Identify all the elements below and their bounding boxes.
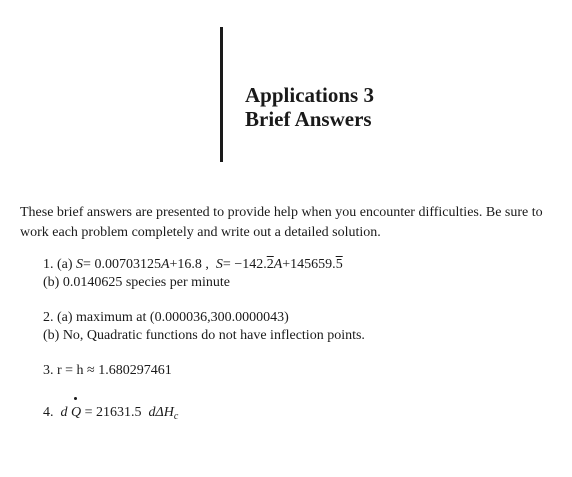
answer-4-d: d [60, 405, 68, 420]
answer-1-eq2-repeating-1: 2 [266, 257, 274, 272]
intro-paragraph: These brief answers are presented to provide help when you encounter difficulties. Be sure to work each problem completely and write out a detailed solution. [20, 205, 543, 240]
answer-1-eq1-var: A [160, 257, 170, 272]
answer-2-part-a [43, 309, 289, 327]
answer-4-rhs: dΔH [148, 405, 174, 420]
answer-4 [43, 404, 178, 426]
answer-2-part-b: (b) No, Quadratic functions do not have inflection points. [43, 328, 365, 343]
heading-line-1: Applications 3 [245, 83, 374, 107]
answer-2-a-text: (a) maximum at (0.000036,300.0000043) [57, 310, 289, 325]
vertical-divider [220, 27, 223, 162]
answer-1-a-label: (a) [57, 257, 73, 272]
answer-1-eq1-lhs: S [76, 257, 84, 272]
answer-1-eq1-rhs: = 0.00703125 [83, 257, 161, 272]
answer-1-eq2-mid: = −142. [222, 257, 267, 272]
answer-1-eq2-tail: +145659. [282, 257, 336, 272]
answer-4-rhs-subscript: c [173, 411, 179, 422]
answer-3-text: r = h ≈ 1.680297461 [57, 363, 172, 378]
answer-1-eq2-repeating-2: 5 [335, 257, 343, 272]
answer-1-eq2-var: A [273, 257, 283, 272]
page-heading [245, 83, 374, 131]
heading-line-2: Brief Answers [245, 107, 372, 131]
answer-1-part-a [43, 256, 343, 274]
answer-4-number: 4. [43, 405, 54, 420]
answer-4-q-dot: Q [71, 405, 82, 420]
answer-2-number: 2. [43, 310, 54, 325]
answer-4-value: = 21631.5 [84, 405, 142, 420]
answer-3 [43, 362, 172, 380]
answer-1-number: 1. [43, 257, 54, 272]
answer-1-eq1-tail: +16.8 , [169, 257, 209, 272]
answer-1-part-b: (b) 0.0140625 species per minute [43, 275, 231, 290]
answer-1-eq2-lhs: S [215, 257, 223, 272]
answer-3-number: 3. [43, 363, 54, 378]
